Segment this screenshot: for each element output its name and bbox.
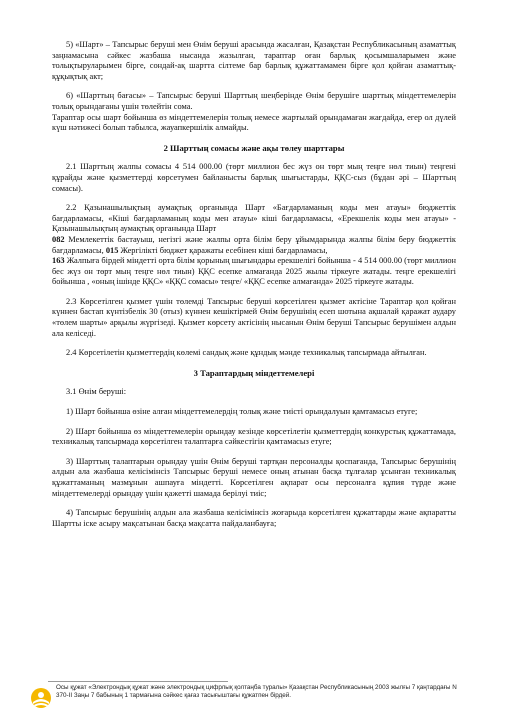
- sun-logo-icon: [30, 687, 52, 709]
- clause-3-1-item-3: 3) Шарттың талаптарын орындау үшін Өнім беруші тартқан персоналды қоспағанда, Тапсырыс берушінің алдын ала жазбаша келісімінсіз Тапсырыс беруші немесе оның атынан басқа тұлғалар ұсынған техникалық құжаттаманың мазмұнын ашпауға міндетті. Көрсетілген ақпарат осы персоналға құпия түрде және міндеттемелерді орындау үшін қажетті шамада берілуі тиіс;: [52, 456, 456, 498]
- budget-code-163: 163: [52, 256, 65, 266]
- clause-3-1-item-4: 4) Тапсырыс берушінің алдын ала жазбаша келісімінсіз жоғарыда көрсетілген құжаттарды және ақпаратты Шартты іске асыру мақсатынан басқа мақсатта пайдаланбауға;: [52, 508, 456, 528]
- section-2-heading: 2 Шарттың сомасы және ақы төлеу шарттары: [163, 142, 345, 153]
- section-3-heading: 3 Тараптардың міндеттемелері: [193, 367, 315, 378]
- footer-legal-note: Осы құжат «Электрондық құжат және электрондық цифрлық қолтаңба туралы» Қазақстан Республикасының 2003 жылғы 7 қаңтардағы N 370-II Заңы 7 бабының 1 тармағына сәйкес қағаз тасығыштағы құжатпен бірдей.: [56, 684, 457, 699]
- force-majeure-paragraph: Тараптар осы шарт бойынша өз міндеттемелерін толық немесе жартылай орындамаған жағдайда, егер ол дүлей күш нәтижесі болып табылса, жауапкершілік алмайды.: [52, 112, 456, 133]
- clause-2-2: [52, 203, 456, 288]
- clause-5: 5) «Шарт» – Тапсырыс беруші мен Өнім беруші арасында жасалған, Қазақстан Республикасының азаматтық заңнамасына сәйкес жазбаша нысанда жазылған, тараптар оған барлық қосымшаларымен және толықтыруларымен бірге, сондай-ақ шартта сілтеме бар барлық құжаттамамен бірге қол қойған азаматтық-құқықтық акт;: [52, 40, 456, 81]
- clause-2-4: 2.4 Көрсетілетін қызметтердің көлемі сандық және құндық мәнде техникалық тапсырмада айтылған.: [66, 348, 427, 358]
- clause-2-2-text-d: Жергілікті бюджет қаражаты есебінен кіші бағдарламасы,: [118, 245, 328, 255]
- clause-6: 6) «Шарттың бағасы» – Тапсырыс беруші Шарттың шеңберінде Өнім берушіге шарттық міндеттемелерін толық орындағаны үшін төлейтін сома.: [52, 91, 456, 111]
- budget-code-015: 015: [105, 245, 119, 255]
- footer-divider: [48, 681, 228, 682]
- document-body: [52, 40, 456, 538]
- clause-2-2-text-e: Жалпыға бірдей міндетті орта білім қорының шығындары ерекшелігі бойынша - 4 514 000.00 (төрт миллион бес жүз он төрт мың теңге нөл тиын) ҚҚС есепке алмағанда 2025 жылы тіркеуге жатады. теңге ерекшелігі бойынша , «оның ішінде ҚҚС» «ҚҚС сомасы» теңге/ «ҚҚС есепке алмағанда» 2025 тіркеуге жатады.: [52, 256, 456, 287]
- budget-code-082: 082: [52, 234, 65, 244]
- clause-2-3: 2.3 Көрсетілген қызмет үшін төлемді Тапсырыс беруші көрсетілген қызмет актісіне Тараптар қол қойған күннен бастап күнтізбелік 30 (отыз) күннен кешіктірмей Өнім берушінің есеп шотына ақшалай қаражат аудару «төлем шарты» арқылы жүргізеді. Қызмет көрсету актісінің нысанын Өнім беруші Тапсырыс берушімен алдын ала келіседі.: [52, 296, 456, 338]
- clause-3-1: 3.1 Өнім беруші:: [66, 387, 127, 397]
- clause-3-1-item-2: 2) Шарт бойынша өз міндеттемелерін орындау кезінде көрсетілетін қызметтердің конкурстық құжаттамада, техникалық тапсырмада көрсетілген талаптарға сәйкестігін қамтамасыз етуге;: [52, 426, 456, 447]
- footer: [30, 681, 480, 711]
- clause-2-2-text-c: Мемлекеттік бастауыш, негізгі және жалпы орта білім беру ұйымдарында жалпы білім беру бюджеттік бағдарламасы,: [52, 234, 456, 255]
- clause-3-1-item-1: 1) Шарт бойынша өзіне алған міндеттемелердің толық және тиісті орындалуын қамтамасыз етуге;: [66, 407, 418, 417]
- clause-2-2-text-a: 2.2 Қазынашылықтың аумақтық органында Шарт «Бағдарламаның коды мен атауы» бюджеттік бағдарламасы, «Кіші бағдарламаның коды мен атауы» кіші бағдарламасы, «Ерекшелік коды мен атауы» - Қазынашылықтың аумақтық органында Шарт: [52, 203, 456, 234]
- clause-2-1: 2.1 Шарттың жалпы сомасы 4 514 000.00 (төрт миллион бес жүз он төрт мың теңге нөл тиын) теңгені құрайды және қызметтерді көрсетумен байланысты барлық шығыстарды, ҚҚС-сыз (бұдан әрі – Шарттың сомасы).: [52, 162, 456, 193]
